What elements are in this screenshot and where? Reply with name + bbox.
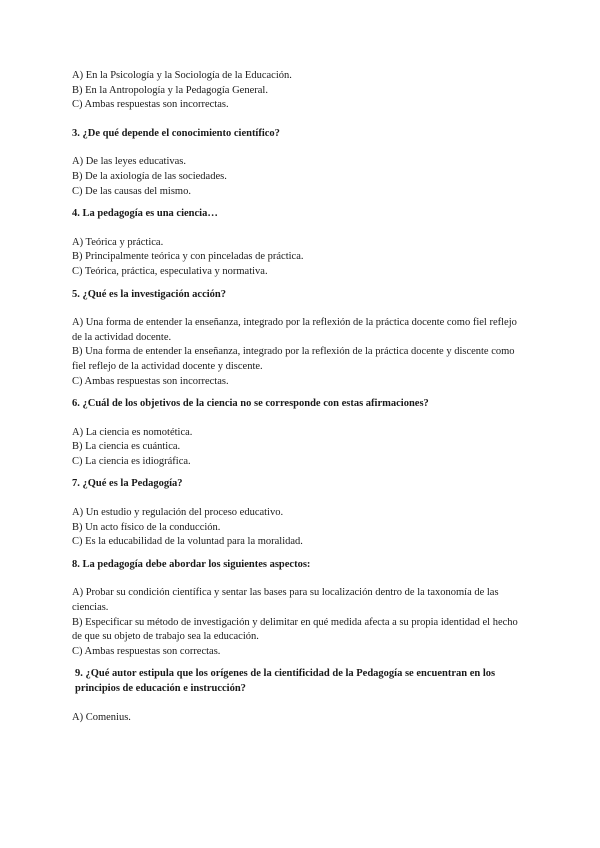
option-b: B) Un acto físico de la conducción. xyxy=(72,521,221,533)
option-c: C) Es la educabilidad de la voluntad para la moralidad. xyxy=(72,536,303,548)
option-b: B) La ciencia es cuántica. xyxy=(72,441,181,453)
question-heading: 6. ¿Cuál de los objetivos de la ciencia no se corresponde con estas afirmaciones? xyxy=(72,398,429,410)
question-4 xyxy=(72,207,524,279)
question-9 xyxy=(72,667,524,725)
question-6 xyxy=(72,397,524,469)
option-b: B) Especificar su método de investigación y delimitar en qué medida afecta a su propia identidad el hecho de que su objeto de trabajo sea la educación. xyxy=(72,616,518,643)
question-5 xyxy=(72,288,524,390)
question-3 xyxy=(72,127,524,199)
option-c: C) Ambas respuestas son incorrectas. xyxy=(72,375,229,387)
option-c: C) Ambas respuestas son correctas. xyxy=(72,645,221,657)
question-2-options xyxy=(72,69,524,113)
option-a: A) En la Psicología y la Sociología de la Educación. xyxy=(72,70,292,81)
option-c: C) Ambas respuestas son incorrectas. xyxy=(72,99,229,111)
option-a: A) Una forma de entender la enseñanza, integrado por la reflexión de la práctica docente como fiel reflejo de la actividad docente. xyxy=(72,317,517,343)
question-heading: 7. ¿Qué es la Pedagogía? xyxy=(72,478,183,490)
option-c: C) De las causas del mismo. xyxy=(72,185,191,197)
question-heading: 9. ¿Qué autor estipula que los orígenes de la cientificidad de la Pedagogía se encuentran en los principios de educación e instrucción? xyxy=(75,668,496,694)
question-7 xyxy=(72,477,524,549)
option-c: C) Teórica, práctica, especulativa y normativa. xyxy=(72,265,268,277)
option-b: B) De la axiología de las sociedades. xyxy=(72,170,227,182)
option-b: B) Una forma de entender la enseñanza, integrado por la reflexión de la práctica docente y discente como fiel reflejo de la actividad docente y discente. xyxy=(72,346,515,372)
question-heading: 5. ¿Qué es la investigación acción? xyxy=(72,288,226,300)
question-8 xyxy=(72,558,524,660)
option-c: C) La ciencia es idiográfica. xyxy=(72,455,191,467)
question-heading: 8. La pedagogía debe abordar los siguientes aspectos: xyxy=(72,558,311,570)
document-page xyxy=(72,69,524,725)
option-a: A) Un estudio y regulación del proceso educativo. xyxy=(72,507,284,519)
option-a: A) Teórica y práctica. xyxy=(72,236,164,248)
option-b: B) Principalmente teórica y con pinceladas de práctica. xyxy=(72,251,304,263)
option-a: A) Comenius. xyxy=(72,711,131,723)
question-heading: 3. ¿De qué depende el conocimiento científico? xyxy=(72,127,280,139)
option-a: A) De las leyes educativas. xyxy=(72,156,186,168)
question-heading: 4. La pedagogía es una ciencia… xyxy=(72,208,218,220)
option-a: A) Probar su condición científica y sentar las bases para su localización dentro de la taxonomía de las ciencias. xyxy=(72,587,499,614)
option-b: B) En la Antropología y la Pedagogía General. xyxy=(72,84,268,96)
option-a: A) La ciencia es nomotética. xyxy=(72,426,193,438)
